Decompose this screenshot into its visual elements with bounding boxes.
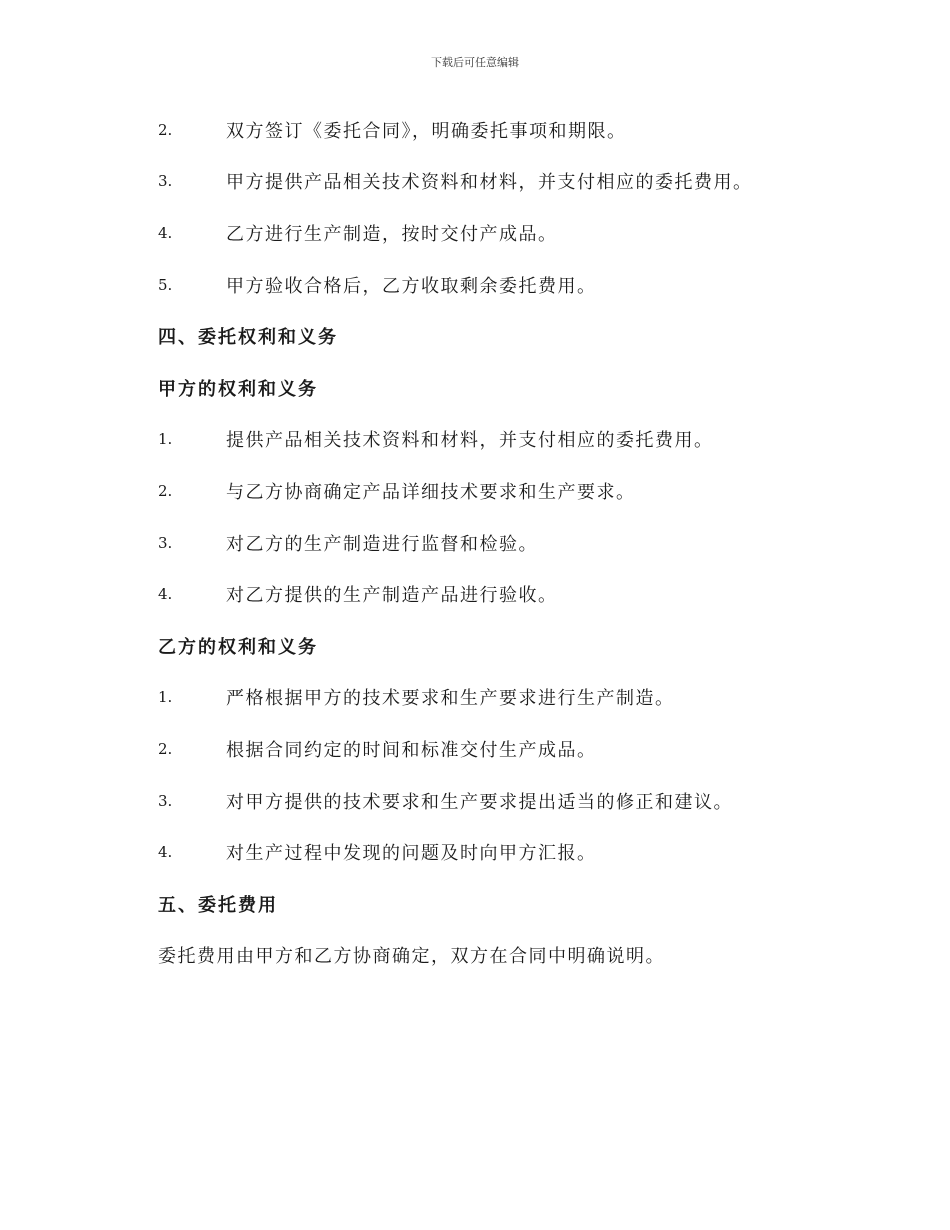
list-item [158, 156, 838, 208]
list-item [158, 259, 838, 311]
list-number: 4. [158, 585, 173, 604]
list-number: 4. [158, 843, 173, 862]
list-item [158, 672, 838, 724]
list-text: 提供产品相关技术资料和材料，并支付相应的委托费用。 [226, 430, 714, 452]
list-number: 4. [158, 223, 173, 242]
list-number: 5. [158, 275, 173, 294]
subheading-party-a: 甲方的权利和义务 [158, 378, 318, 400]
section-heading-fees: 五、委托费用 [158, 894, 278, 916]
list-item [158, 104, 838, 156]
list-item [158, 517, 838, 569]
list-number: 1. [158, 430, 173, 449]
list-item [158, 568, 838, 620]
list-item [158, 723, 838, 775]
list-text: 乙方进行生产制造，按时交付产成品。 [226, 223, 558, 245]
list-number: 2. [158, 120, 173, 139]
list-number: 3. [158, 172, 173, 191]
list-number: 2. [158, 481, 173, 500]
list-number: 3. [158, 791, 173, 810]
list-text: 双方签订《委托合同》，明确委托事项和期限。 [226, 120, 627, 142]
list-number: 2. [158, 739, 173, 758]
list-item [158, 775, 838, 827]
list-text: 甲方验收合格后，乙方收取剩余委托费用。 [226, 275, 597, 297]
list-number: 3. [158, 533, 173, 552]
list-text: 严格根据甲方的技术要求和生产要求进行生产制造。 [226, 688, 675, 710]
list-text: 对生产过程中发现的问题及时向甲方汇报。 [226, 843, 597, 865]
list-text: 与乙方协商确定产品详细技术要求和生产要求。 [226, 481, 636, 503]
list-item [158, 826, 838, 878]
list-text: 对乙方的生产制造进行监督和检验。 [226, 533, 538, 555]
list-item [158, 414, 838, 466]
list-text: 对甲方提供的技术要求和生产要求提出适当的修正和建议。 [226, 791, 733, 813]
document-body [158, 104, 838, 981]
subheading-party-b: 乙方的权利和义务 [158, 636, 318, 658]
list-item [158, 465, 838, 517]
list-item [158, 207, 838, 259]
header-note: 下载后可任意编辑 [431, 56, 519, 69]
list-text: 甲方提供产品相关技术资料和材料，并支付相应的委托费用。 [226, 172, 753, 194]
list-number: 1. [158, 688, 173, 707]
list-text: 根据合同约定的时间和标准交付生产成品。 [226, 739, 597, 761]
section-heading-rights: 四、委托权利和义务 [158, 327, 338, 349]
fee-paragraph: 委托费用由甲方和乙方协商确定，双方在合同中明确说明。 [158, 946, 665, 968]
list-text: 对乙方提供的生产制造产品进行验收。 [226, 585, 558, 607]
